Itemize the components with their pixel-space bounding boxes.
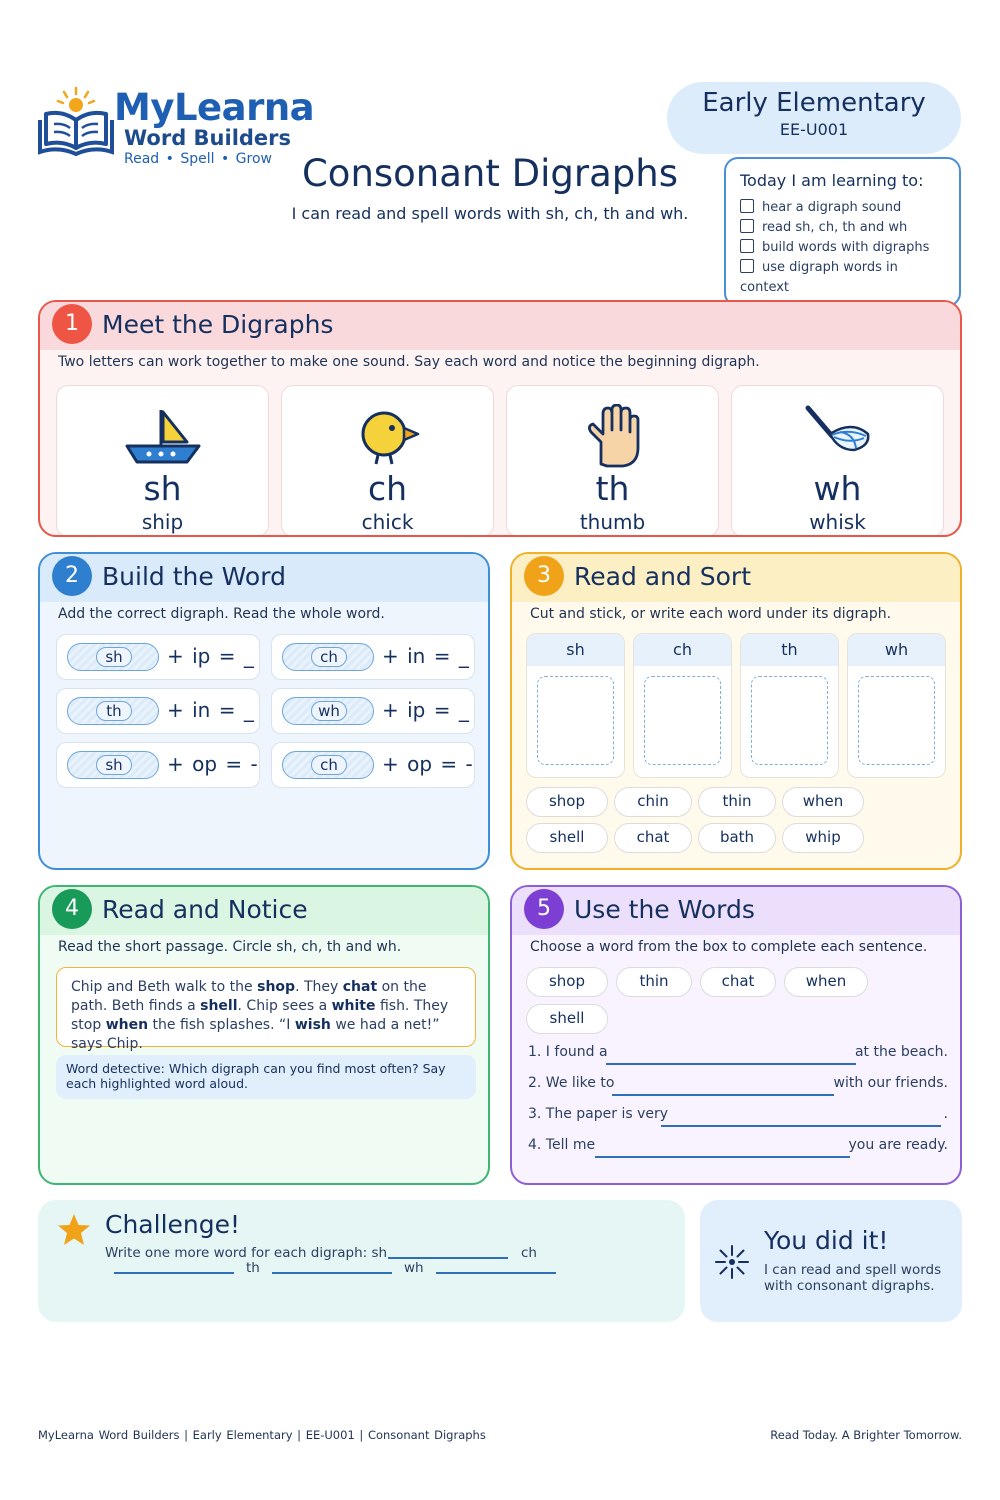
highlighted-word: shell	[200, 998, 238, 1014]
digraph-chip[interactable]: wh	[282, 697, 374, 725]
highlighted-word: chat	[342, 979, 378, 995]
whisk-icon	[796, 404, 880, 468]
section-instruction: Add the correct digraph. Read the whole word.	[58, 606, 385, 622]
word-tag[interactable]: chin	[614, 787, 692, 817]
footer-slogan: Read Today. A Brighter Tomorrow.	[770, 1428, 962, 1442]
section-title: Read and Sort	[574, 562, 751, 591]
word-tag[interactable]: thin	[698, 787, 776, 817]
answer-blank[interactable]	[388, 1257, 508, 1259]
answer-blank[interactable]	[272, 1272, 392, 1274]
success-title: You did it!	[764, 1226, 889, 1255]
drop-zone[interactable]	[858, 676, 935, 765]
thumb-icon	[571, 404, 655, 468]
goal-item[interactable]: build words with digraphs	[740, 238, 945, 258]
digraph-chip[interactable]: sh	[67, 643, 159, 671]
section-number: 4	[52, 889, 92, 929]
answer-blank[interactable]	[606, 1063, 856, 1065]
digraph-chip[interactable]: th	[67, 697, 159, 725]
section-meet-digraphs	[38, 300, 962, 537]
sort-column-sh	[526, 633, 625, 778]
word-box-tag[interactable]: when	[784, 967, 868, 997]
word-box-tag[interactable]: shop	[526, 967, 608, 997]
equation: + op = -	[167, 752, 258, 776]
word-box-tag[interactable]: thin	[616, 967, 692, 997]
section-build-word	[38, 552, 490, 870]
digraph-label: th	[595, 469, 630, 508]
column-header: th	[741, 634, 838, 666]
level-label: Early Elementary	[702, 88, 926, 118]
star-icon	[56, 1212, 92, 1248]
digraph-label: wh	[404, 1260, 424, 1276]
digraph-label: wh	[813, 469, 862, 508]
ship-icon	[121, 404, 205, 468]
word-tag[interactable]: shop	[526, 787, 608, 817]
section-title: Read and Notice	[102, 895, 308, 924]
section-header	[512, 554, 960, 602]
equation: + ip = _	[167, 644, 254, 668]
build-row[interactable]	[56, 634, 260, 680]
section-instruction: Two letters can work together to make one sound. Say each word and notice the beginning digraph.	[58, 354, 760, 370]
digraph-label: ch	[367, 469, 408, 508]
equation: + in = _	[382, 644, 469, 668]
section-number: 5	[524, 889, 564, 929]
word-tag[interactable]: whip	[782, 823, 864, 853]
answer-blank[interactable]	[114, 1272, 234, 1274]
section-read-sort	[510, 552, 962, 870]
digraph-label: th	[246, 1260, 260, 1276]
section-header	[512, 887, 960, 935]
section-instruction: Cut and stick, or write each word under its digraph.	[530, 606, 892, 622]
highlighted-word: wish	[294, 1017, 331, 1033]
section-read-notice	[38, 885, 490, 1185]
build-row[interactable]	[56, 742, 260, 788]
word-label: chick	[361, 510, 414, 534]
digraph-card-wh	[731, 385, 944, 537]
brand-product: Word Builders	[124, 126, 292, 150]
goals-heading: Today I am learning to:	[740, 171, 924, 190]
word-tag[interactable]: bath	[698, 823, 776, 853]
highlighted-word: shop	[257, 979, 296, 995]
column-header: wh	[848, 634, 945, 666]
chick-icon	[346, 404, 430, 468]
sentence: 3. The paper is very .	[528, 1106, 948, 1128]
section-number: 3	[524, 556, 564, 596]
section-header	[40, 887, 488, 935]
word-tag[interactable]: shell	[526, 823, 608, 853]
answer-blank[interactable]	[436, 1272, 556, 1274]
sort-column-ch	[633, 633, 732, 778]
section-header	[40, 302, 960, 350]
drop-zone[interactable]	[537, 676, 614, 765]
checkbox[interactable]	[740, 239, 754, 253]
answer-blank[interactable]	[612, 1094, 834, 1096]
level-badge	[667, 82, 961, 154]
page-title: Consonant Digraphs	[301, 152, 679, 195]
digraph-chip[interactable]: sh	[67, 751, 159, 779]
sparkle-icon	[714, 1244, 750, 1280]
word-label: thumb	[579, 510, 646, 534]
column-header: sh	[527, 634, 624, 666]
goal-item[interactable]: read sh, ch, th and wh	[740, 218, 945, 238]
word-box-tag[interactable]: shell	[526, 1004, 608, 1034]
learning-goals	[724, 157, 961, 307]
challenge-box	[38, 1200, 685, 1322]
word-tag[interactable]: chat	[614, 823, 692, 853]
sentence: 4. Tell me you are ready.	[528, 1137, 948, 1159]
word-label: whisk	[809, 510, 866, 534]
reading-passage: Chip and Beth walk to the shop. They chat on the path. Beth finds a shell. Chip sees a white fish. They stop when the fish splashes. “I wish we had a net!” says Chip.	[56, 967, 476, 1047]
section-number: 2	[52, 556, 92, 596]
column-header: ch	[634, 634, 731, 666]
drop-zone[interactable]	[751, 676, 828, 765]
sentence: 1. I found a at the beach.	[528, 1044, 948, 1066]
word-tag[interactable]: when	[782, 787, 864, 817]
drop-zone[interactable]	[644, 676, 721, 765]
goal-item[interactable]: hear a digraph sound	[740, 198, 945, 218]
success-text: I can read and spell words with consonant digraphs.	[764, 1262, 942, 1294]
checkbox[interactable]	[740, 259, 754, 273]
equation: + in = _	[167, 698, 254, 722]
equation: + ip = _	[382, 698, 469, 722]
brand-tagline: Read • Spell • Grow	[124, 151, 272, 167]
sort-column-wh	[847, 633, 946, 778]
equation: + op = -	[382, 752, 473, 776]
digraph-chip[interactable]: ch	[282, 643, 374, 671]
challenge-text: Write one more word for each digraph: sh	[105, 1245, 388, 1261]
digraph-label: sh	[143, 469, 182, 508]
digraph-card-sh	[56, 385, 269, 537]
section-title: Meet the Digraphs	[102, 310, 334, 339]
challenge-title: Challenge!	[105, 1210, 241, 1239]
section-instruction: Read the short passage. Circle sh, ch, th and wh.	[58, 939, 402, 955]
digraph-card-ch	[281, 385, 494, 537]
section-number: 1	[52, 304, 92, 344]
brand-name: MyLearna	[114, 86, 315, 129]
build-row[interactable]	[56, 688, 260, 734]
section-title: Use the Words	[574, 895, 755, 924]
word-box-tag[interactable]: chat	[700, 967, 776, 997]
build-row[interactable]	[271, 634, 475, 680]
sort-column-th	[740, 633, 839, 778]
build-row[interactable]	[271, 742, 475, 788]
answer-blank[interactable]	[595, 1156, 850, 1158]
sentence: 2. We like to with our friends.	[528, 1075, 948, 1097]
unit-code: EE-U001	[779, 120, 849, 139]
highlighted-word: when	[105, 1017, 149, 1033]
digraph-card-th	[506, 385, 719, 537]
checkbox[interactable]	[740, 219, 754, 233]
highlighted-word: white	[331, 998, 376, 1014]
goal-item[interactable]: use digraph words in context	[740, 260, 898, 295]
footer-info: MyLearna Word Builders | Early Elementary | EE-U001 | Consonant Digraphs	[38, 1428, 486, 1442]
section-header	[40, 554, 488, 602]
digraph-label: ch	[521, 1245, 537, 1261]
section-title: Build the Word	[102, 562, 286, 591]
success-box	[700, 1200, 962, 1322]
section-use-words	[510, 885, 962, 1185]
word-detective-tip: Word detective: Which digraph can you find most often? Say each highlighted word aloud.	[56, 1055, 476, 1099]
section-instruction: Choose a word from the box to complete each sentence.	[530, 939, 928, 955]
checkbox[interactable]	[740, 199, 754, 213]
answer-blank[interactable]	[661, 1125, 941, 1127]
digraph-chip[interactable]: ch	[282, 751, 374, 779]
page-subtitle: I can read and spell words with sh, ch, th and wh.	[291, 204, 689, 223]
word-label: ship	[141, 510, 184, 534]
book-sun-icon	[36, 86, 118, 160]
build-row[interactable]	[271, 688, 475, 734]
